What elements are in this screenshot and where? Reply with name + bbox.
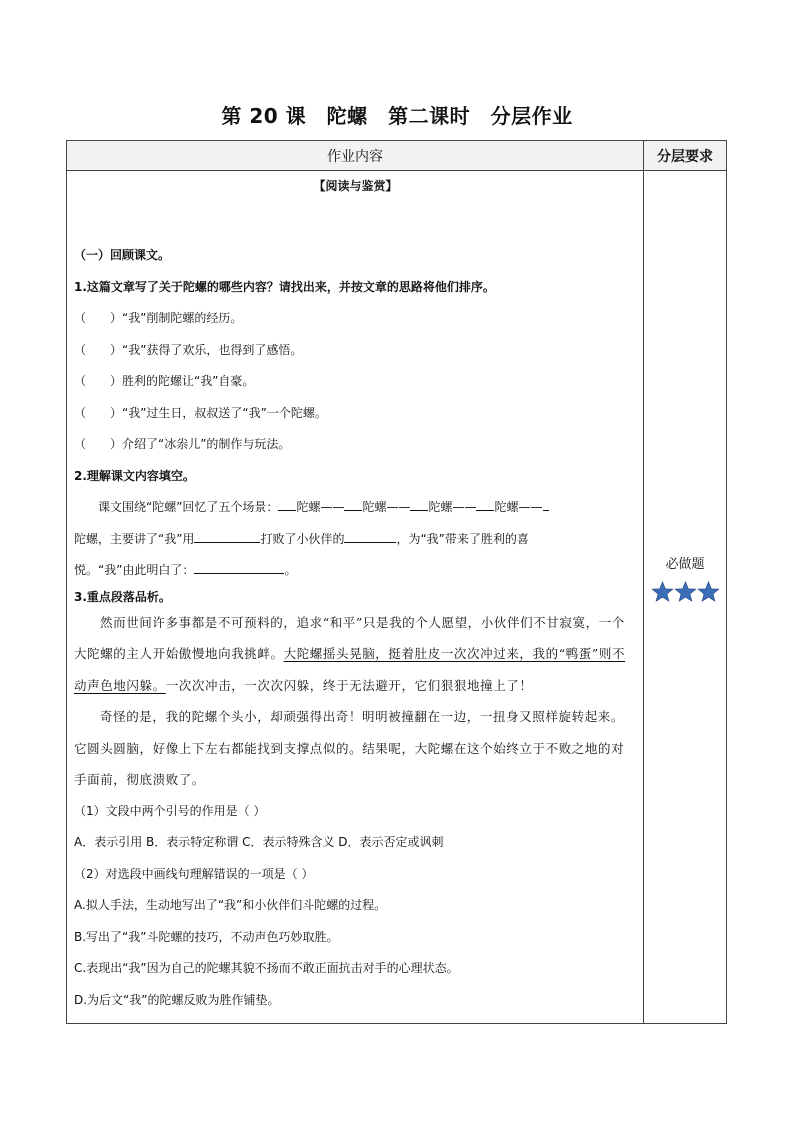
q1-option: （ ）胜利的陀螺让“我”自豪。 [74,374,255,388]
sub2-option: B.写出了“我”斗陀螺的技巧，不动声色巧妙取胜。 [74,929,339,944]
section-title: 【阅读与鉴赏】 [313,179,398,193]
q2-line-2 [74,524,637,556]
sub-question-1-stem: （1）文段中两个引号的作用是（ ） [74,803,266,818]
requirement-label: 必做题 [665,557,705,572]
passage-text: 然而世间许多事都是不可预料的，追求“和平”只是我的个人愿望，小伙伴们不甘寂寞，一个大陀螺的主人开始傲慢地向我挑衅。 [74,614,625,661]
sub2-option: D.为后文“我”的陀螺反败为胜作铺垫。 [74,992,280,1007]
fill-blank[interactable] [410,496,428,511]
fill-blank[interactable] [194,528,260,543]
fill-blank[interactable] [344,496,362,511]
table-header-row [67,141,727,171]
sub2-option: A.拟人手法，生动地写出了“我”和小伙伴们斗陀螺的过程。 [74,898,387,912]
q2-text: 悦。“我”由此明白了： [74,563,195,577]
fill-blank[interactable] [476,496,494,511]
q2-text: 打败了小伙伴的 [260,531,345,546]
q2-dash: —— [320,500,345,514]
q2-dash: —— [518,500,543,514]
page-title: 第 20 课 陀螺 第二课时 分层作业 [221,104,573,128]
q2-intro: 课文围绕“陀螺”回忆了五个场景： [98,500,279,514]
q2-seg: 陀螺 [296,500,321,514]
star-icon [674,581,697,603]
sub1-options: A．表示引用 B．表示特定称谓 C．表示特殊含义 D．表示否定或讽刺 [74,835,444,849]
q2-dash: —— [452,500,477,514]
passage-paragraph-2: 奇怪的是，我的陀螺个头小，却顽强得出奇！明明被撞翻在一边，一扭身又照样旋转起来。它圆头圆脑，好像上下左右都能找到支撑点似的。结果呢，大陀螺在这个始终立于不败之地的对手面前，彻底溃败了。 [74,709,625,787]
q2-dash: —— [386,500,411,514]
q2-seg: 陀螺 [362,500,387,514]
q2-text: 陀螺，主要讲了“我”用 [74,531,195,546]
q2-text: ，为“我”带来了胜利的喜 [396,531,529,546]
q2-line-1 [74,492,637,524]
q2-seg: 陀螺 [428,500,453,514]
requirement-cell [644,171,727,1024]
star-icon [651,581,674,603]
passage-text: 一次次冲击，一次次闪躲，终于无法避开，它们狠狠地撞上了！ [165,677,533,693]
content-cell [67,171,644,1024]
q1-option: （ ）“我”过生日，叔叔送了“我”一个陀螺。 [74,405,327,420]
star-icon [697,581,720,603]
question-1-stem: 1.这篇文章写了关于陀螺的哪些内容？请找出来，并按文章的思路将他们排序。 [74,279,495,294]
passage-paragraph-1 [74,607,637,702]
q2-text: 。 [284,563,297,577]
q2-line-3 [74,555,637,587]
underlined-sentence: 大陀螺摇头晃脑，挺着肚皮一次次冲过来，我的“鸭蛋”则不动声色地闪躲。 [74,646,626,693]
difficulty-stars [644,581,726,607]
fill-blank[interactable] [278,496,296,511]
sub-question-2-stem: （2）对选段中画线句理解错误的一项是（ ） [74,866,314,881]
q1-option: （ ）“我”获得了欢乐，也得到了感悟。 [74,342,303,357]
header-requirement: 分层要求 [644,141,727,171]
sub2-option: C.表现出“我”因为自己的陀螺其貌不扬而不敢正面抗击对手的心理状态。 [74,961,459,975]
question-3-stem: 3.重点段落品析。 [74,589,171,604]
q1-option: （ ）“我”削制陀螺的经历。 [74,311,243,325]
header-content: 作业内容 [67,141,644,171]
fill-blank[interactable] [543,496,549,511]
part1-title: （一）回顾课文。 [74,248,171,262]
question-2-stem: 2.理解课文内容填空。 [74,468,195,483]
fill-blank[interactable] [194,559,284,574]
q1-option: （ ）介绍了“冰尜儿”的制作与玩法。 [74,437,291,451]
fill-blank[interactable] [344,528,396,543]
q2-seg: 陀螺 [494,500,519,514]
homework-table [66,140,727,1024]
table-body-row [67,171,727,1024]
